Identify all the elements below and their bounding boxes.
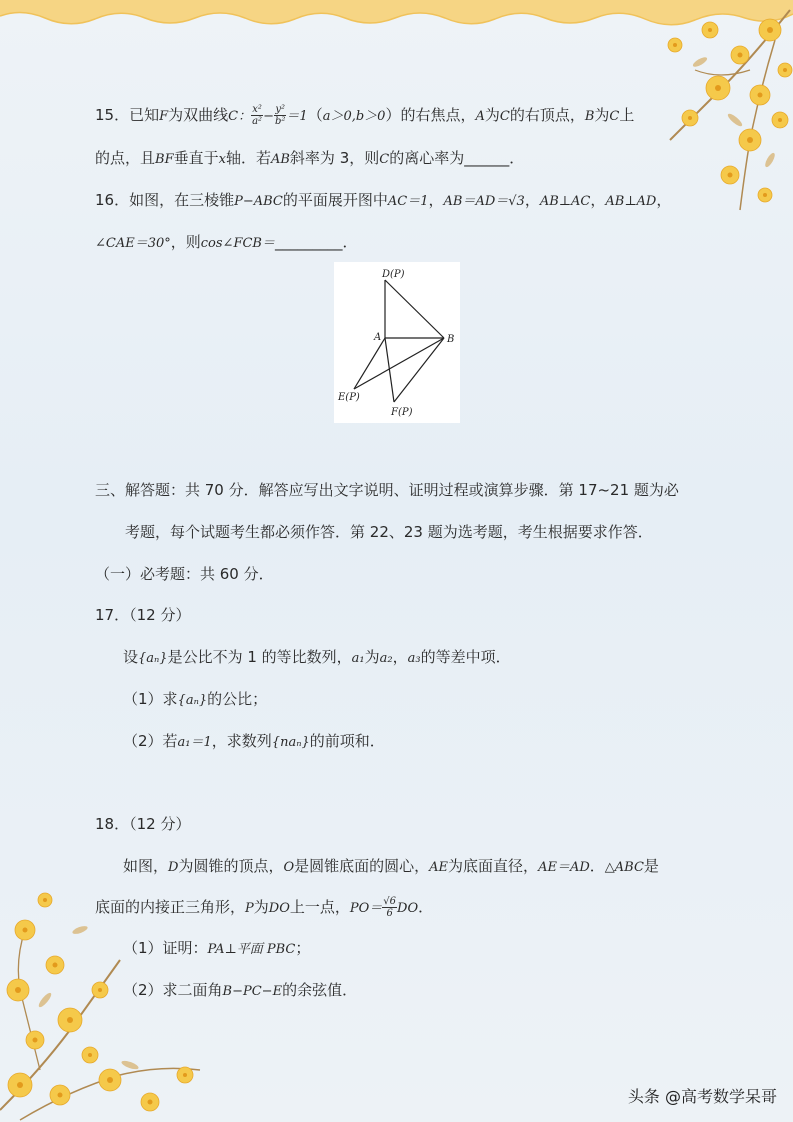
q17-head: 17．（12 分）: [95, 606, 191, 624]
label-E: E(P): [338, 392, 360, 403]
fraction-y2-b2: $\frac{\text{y²}}{\text{b²}}$: [274, 104, 286, 127]
q15-line2: 的点，且BF垂直于x轴．若AB斜率为 3，则C的离心率为______．: [95, 149, 525, 167]
label-F: F(P): [391, 407, 413, 418]
q15-line1: 15．已知F为双曲线C： $\frac{\text{x²}}{\text{a²}}$ − $\frac{\text{y²}}{\text{b²}}$ ＝1（a＞0,b＞0）的右焦点，A为C的右顶点，B为C上: [95, 104, 635, 127]
q18-head: 18．（12 分）: [95, 815, 191, 833]
q18-part2: （2）求二面角B−PC−E的余弦值．: [123, 981, 358, 999]
edge-FB: [394, 338, 444, 402]
section3-line2: 考题，每个试题考生都必须作答．第 22、23 题为选考题，考生根据要求作答．: [125, 523, 653, 541]
q18-line2: 底面的内接正三角形，P为DO上一点，PO＝ $\frac{√6}{6}$ DO．: [95, 896, 434, 919]
label-A: A: [374, 332, 382, 343]
footer-watermark: 头条 @高考数学呆哥: [627, 1087, 777, 1106]
q17-part2: （2）若a₁＝1，求数列{naₙ}的前项和．: [123, 732, 385, 750]
q17-part1: （1）求{aₙ}的公比；: [123, 690, 268, 708]
section3-line1: 三、解答题：共 70 分．解答应写出文字说明、证明过程或演算步骤．第 17~21 题为必: [95, 481, 679, 499]
q17-intro: 设{aₙ}是公比不为 1 的等比数列，a₁为a₂，a₃的等差中项．: [123, 648, 511, 666]
q16-line2: ∠CAE＝30°，则cos∠FCB＝_________．: [95, 233, 358, 251]
section3-line3: （一）必考题：共 60 分．: [95, 565, 274, 583]
edge-AE: [354, 338, 385, 389]
q18-part1: （1）证明：PA⊥平面 PBC；: [123, 939, 311, 957]
fraction-sqrt6-6: $\frac{√6}{6}$: [383, 896, 397, 919]
edge-DB: [385, 280, 444, 338]
edge-EB: [354, 338, 444, 389]
label-D: D(P): [382, 269, 405, 280]
label-B: B: [447, 334, 455, 345]
net-diagram: [334, 262, 460, 423]
fraction-x2-a2: $\frac{\text{x²}}{\text{a²}}$: [252, 104, 263, 127]
q16-line1: 16．如图，在三棱锥P−ABC的平面展开图中AC＝1，AB＝AD＝√3，AB⊥AC，AB⊥AD，: [95, 191, 672, 209]
q18-line1: 如图，D为圆锥的顶点，O是圆锥底面的圆心，AE为底面直径，AE＝AD．△ABC是: [123, 857, 659, 875]
